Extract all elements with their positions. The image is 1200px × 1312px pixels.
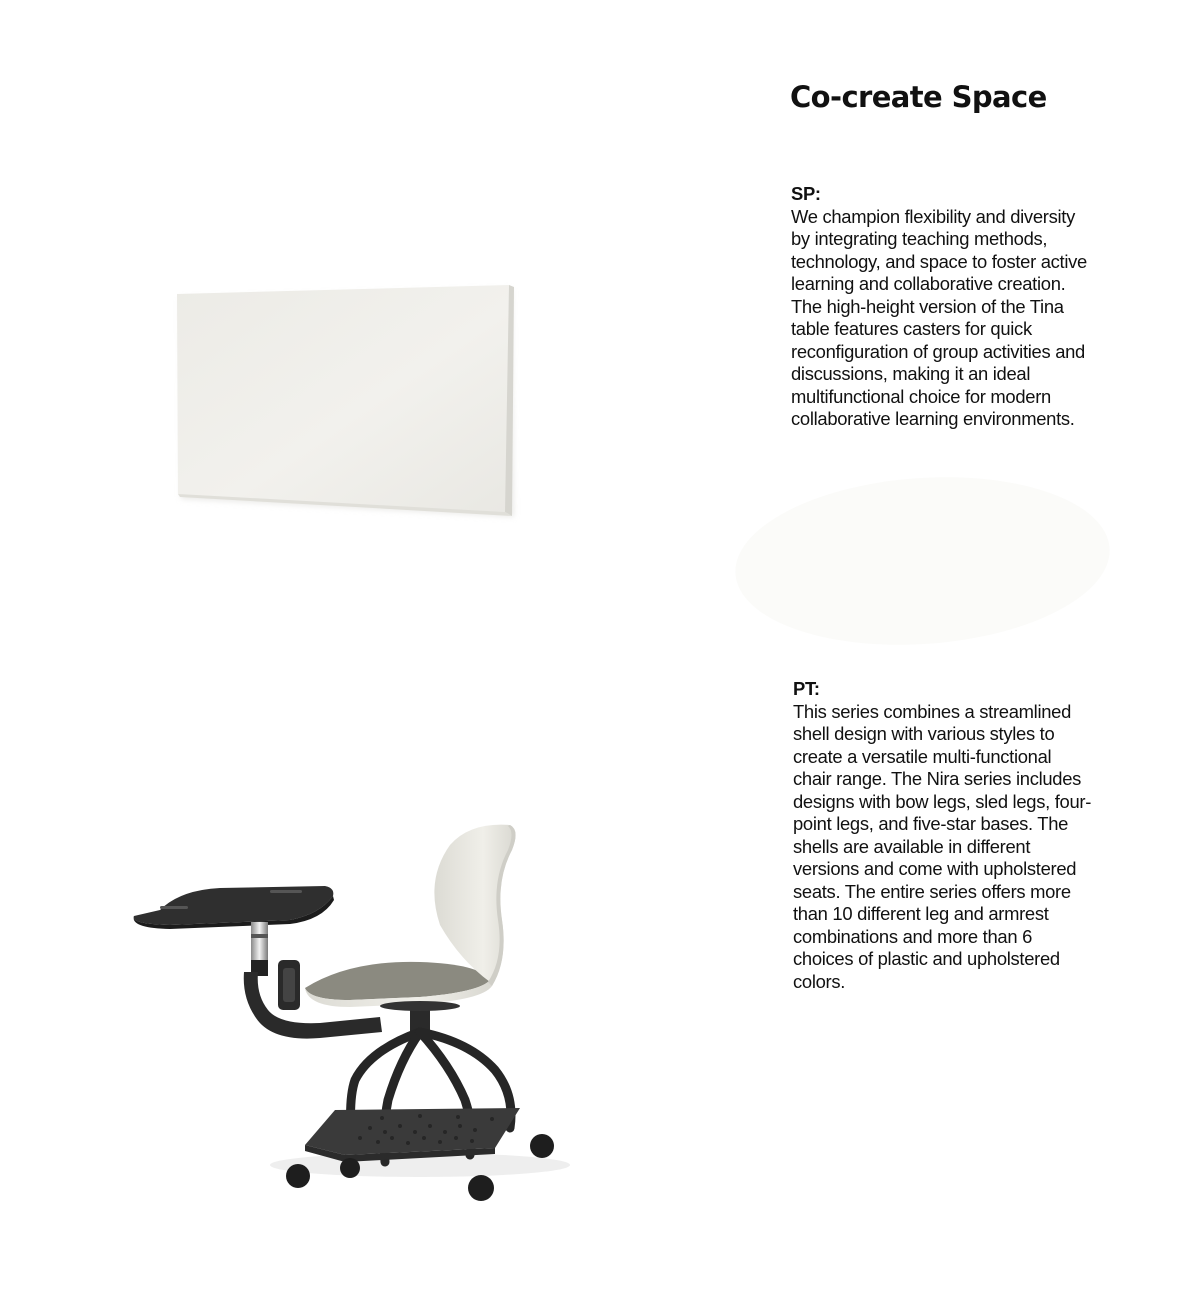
- pt-section: [793, 678, 1093, 993]
- sp-paragraph-1: We champion flexibility and diversity by integrating teaching methods, technology, and space to foster active learning and collaborative creation.: [791, 205, 1087, 294]
- sp-section: [791, 183, 1091, 431]
- background-blob: [730, 465, 1116, 657]
- sp-label: SP:: [791, 183, 821, 204]
- page-title: Co-create Space: [790, 80, 1047, 114]
- pt-paragraph-1: This series combines a streamlined shell design with various styles to create a versatile multi-functional chair range. The Nira series includes designs with bow legs, sled legs, four-point legs, and five-star bases. The shells are available in different versions and come with upholstered seats. The entire series offers more than 10 different leg and armrest combinations and more than 6 choices of plastic and upholstered colors.: [793, 700, 1092, 992]
- chair-image: [120, 810, 570, 1210]
- pt-label: PT:: [793, 678, 820, 699]
- sp-paragraph-2: The high-height version of the Tina table features casters for quick reconfiguration of group activities and discussions, making it an ideal multifunctional choice for modern collaborative learning environments.: [791, 295, 1085, 429]
- whiteboard-image: [160, 270, 530, 530]
